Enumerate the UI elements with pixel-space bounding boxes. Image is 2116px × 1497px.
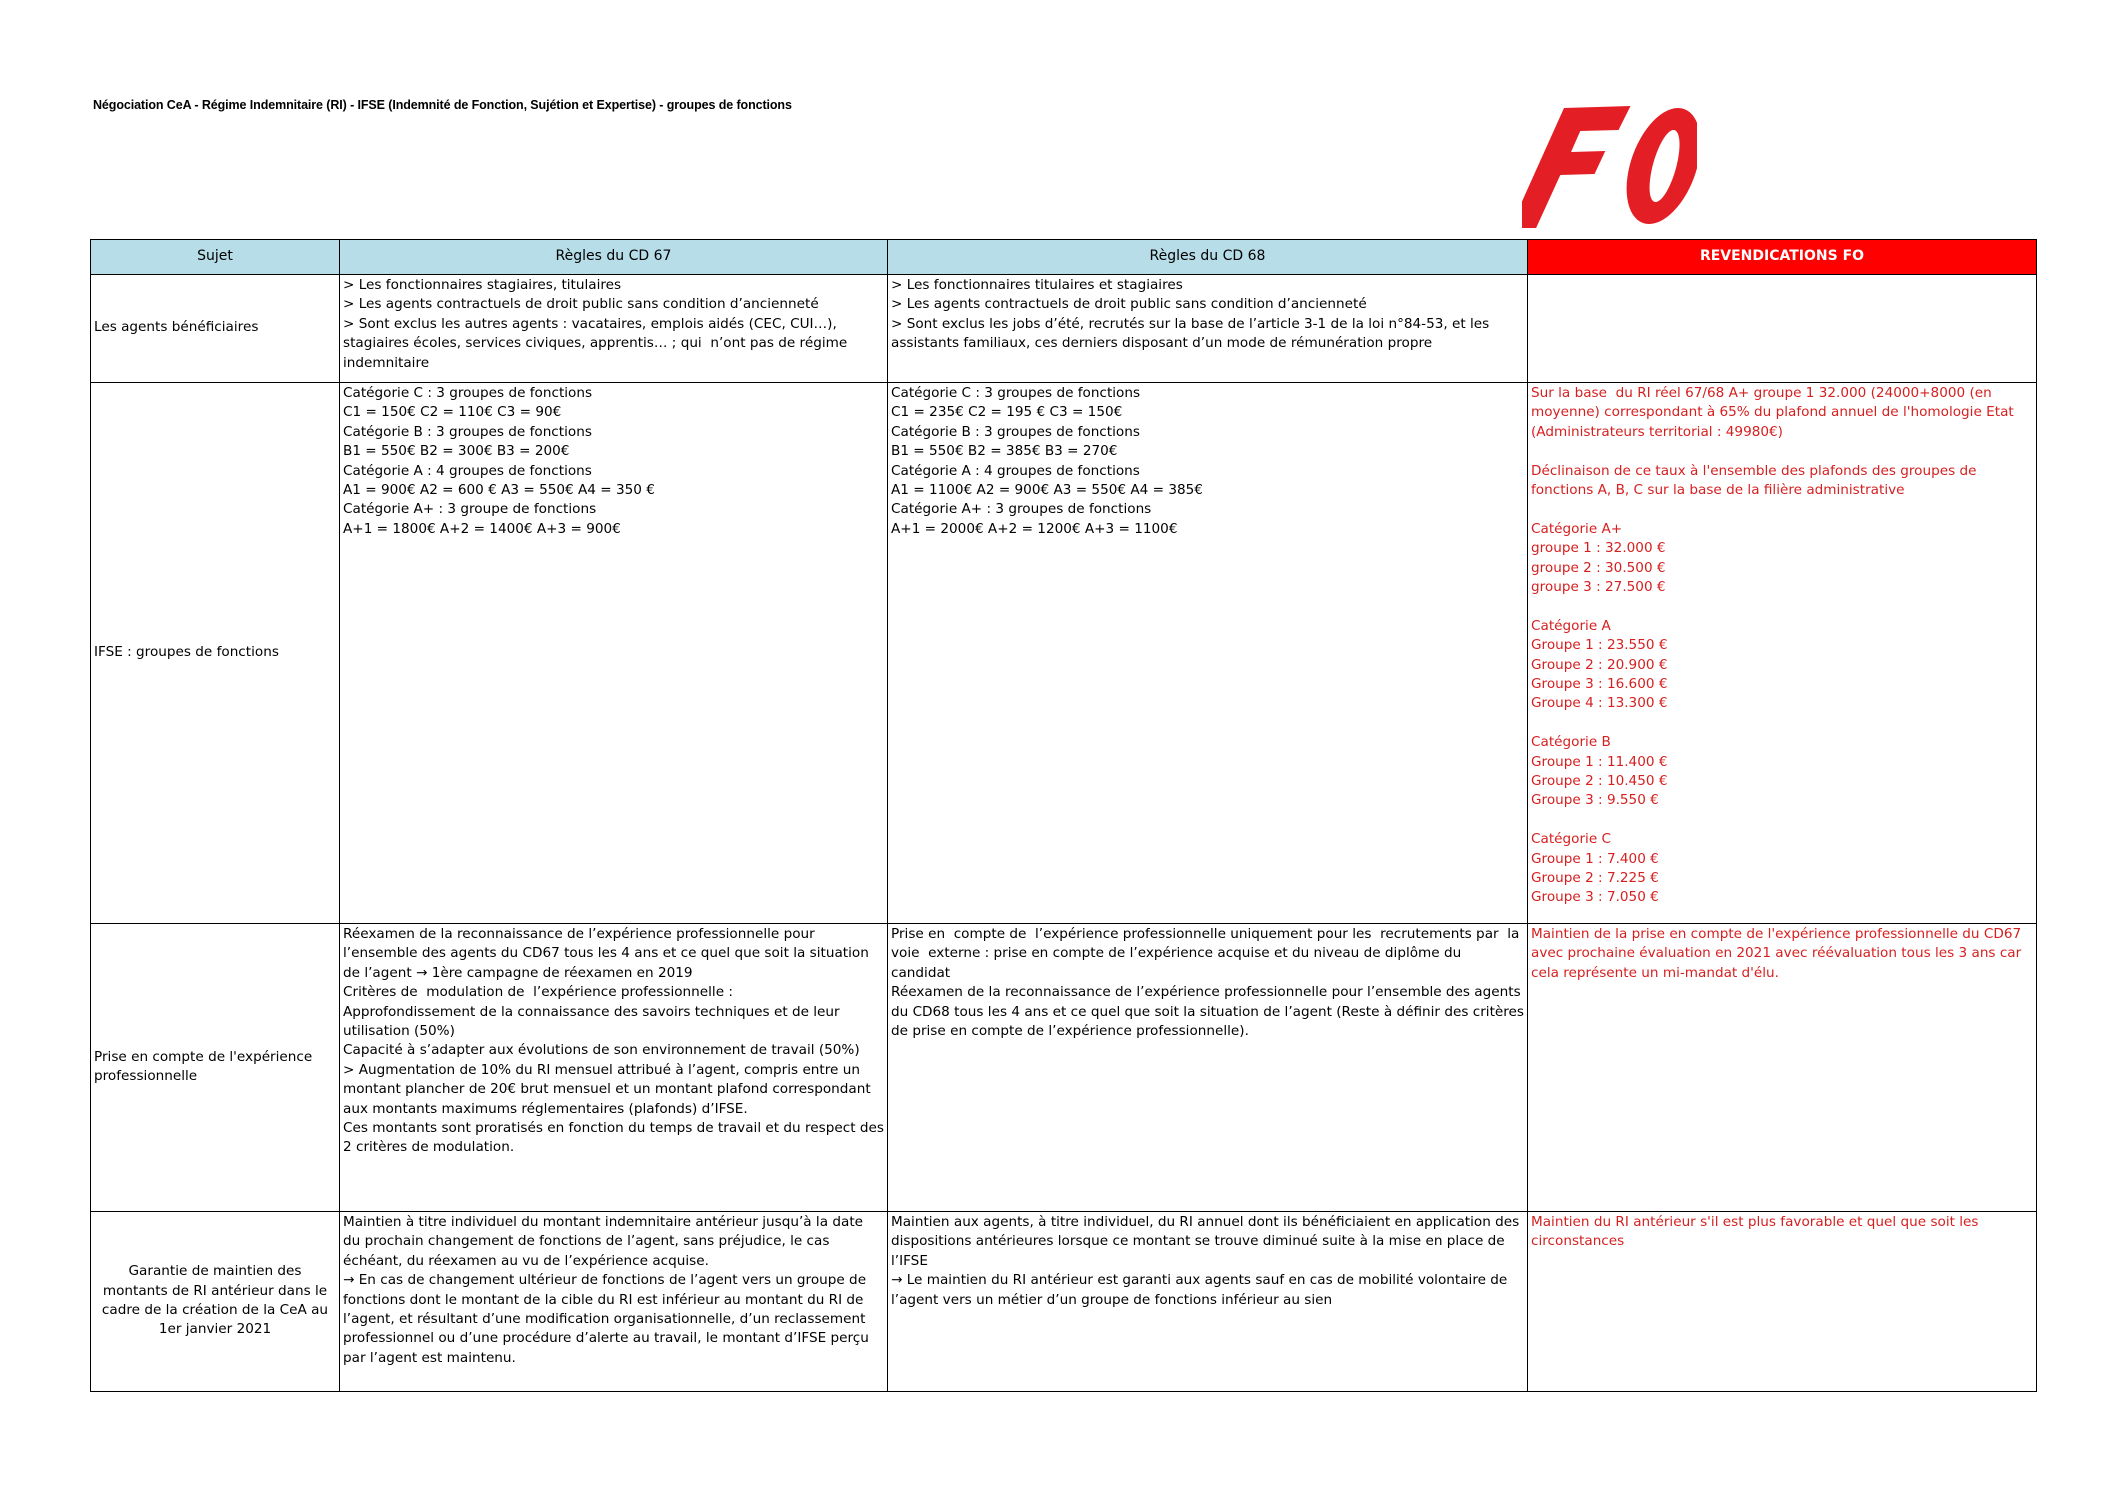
blank-line — [1531, 597, 2033, 616]
cell-line: Prise en compte de l’expérience professionnelle uniquement pour les recrutements par la voie externe : prise en compte de l’expérience acquise et du niveau de diplôme du candidat — [891, 926, 1524, 981]
cell-line: Maintien à titre individuel du montant indemnitaire antérieur jusqu’à la date du prochain changement de fonctions de l’agent, sans préjudice, le cas échéant, du réexamen au vu de l’expérience acquise. — [343, 1214, 868, 1269]
document-title: Négociation CeA - Régime Indemnitaire (RI) - IFSE (Indemnité de Fonction, Sujétion et Expertise) - groupes de fonctions — [93, 98, 792, 112]
cell-line: Catégorie A — [1531, 617, 1611, 634]
cell-fo — [1528, 1212, 2037, 1392]
cell-line: Maintien aux agents, à titre individuel, du RI annuel dont ils bénéficiaient en application des dispositions antérieures lorsque ce montant se trouve diminué suite à la mise en place de l’IFSE — [891, 1214, 1524, 1269]
cell-line: groupe 1 : 32.000 € — [1531, 540, 1666, 557]
header-cd67: Règles du CD 67 — [340, 240, 888, 275]
negotiation-table — [90, 239, 2037, 1392]
cell-line: Groupe 4 : 13.300 € — [1531, 695, 1668, 712]
cell-cd68 — [888, 924, 1528, 1212]
table-row — [91, 924, 2037, 1212]
cell-line: C1 = 235€ C2 = 195 € C3 = 150€ — [891, 404, 1123, 421]
cell-line: B1 = 550€ B2 = 385€ B3 = 270€ — [891, 443, 1118, 460]
header-cd68: Règles du CD 68 — [888, 240, 1528, 275]
table-row — [91, 383, 2037, 924]
cell-line: Catégorie C : 3 groupes de fonctions — [891, 385, 1141, 401]
cell-line: Catégorie B : 3 groupes de fonctions — [891, 423, 1140, 440]
cell-line: Catégorie C : 3 groupes de fonctions — [343, 385, 593, 401]
table-row — [91, 275, 2037, 383]
cell-line: Groupe 1 : 23.550 € — [1531, 637, 1668, 654]
cell-line: > Les agents contractuels de droit public sans condition d’ancienneté — [343, 296, 819, 313]
cell-line: Catégorie A+ : 3 groupes de fonctions — [891, 501, 1152, 518]
row-subject: Prise en compte de l'expérience professionnelle — [91, 924, 340, 1212]
cell-cd67 — [340, 383, 888, 924]
cell-line: Catégorie C — [1531, 831, 1612, 848]
header-fo-demands: REVENDICATIONS FO — [1528, 240, 2037, 275]
blank-line — [1531, 500, 2033, 519]
cell-line: Groupe 2 : 10.450 € — [1531, 773, 1668, 790]
cell-cd68 — [888, 1212, 1528, 1392]
cell-line: A1 = 900€ A2 = 600 € A3 = 550€ A4 = 350 € — [343, 482, 655, 499]
cell-fo — [1528, 383, 2037, 924]
fo-logo — [1522, 100, 1697, 232]
cell-line: Déclinaison de ce taux à l'ensemble des plafonds des groupes de fonctions A, B, C sur la base de la filière administrative — [1531, 462, 1981, 499]
row-subject: Les agents bénéficiaires — [91, 275, 340, 383]
cell-cd68 — [888, 275, 1528, 383]
cell-line: Catégorie A : 4 groupes de fonctions — [343, 462, 592, 479]
table-row — [91, 1212, 2037, 1392]
cell-line: Approfondissement de la connaissance des savoirs techniques et de leur utilisation (50%) — [343, 1003, 844, 1040]
cell-line: Catégorie A+ — [1531, 520, 1623, 537]
cell-line: Ces montants sont proratisés en fonction du temps de travail et du respect des 2 critères de modulation. — [343, 1120, 889, 1156]
cell-line: Sur la base du RI réel 67/68 A+ groupe 1 32.000 (24000+8000 (en moyenne) correspondant à 65% du plafond annuel de l'homologie Etat (Administrateurs territorial : 49980€) — [1531, 385, 2019, 440]
header-row — [91, 240, 2037, 275]
cell-line: Maintien du RI antérieur s'il est plus favorable et quel que soit les circonstances — [1531, 1214, 1983, 1250]
cell-fo — [1528, 275, 2037, 383]
cell-line: Groupe 1 : 11.400 € — [1531, 753, 1668, 770]
blank-line — [1531, 714, 2033, 733]
cell-line: Critères de modulation de l’expérience professionnelle : — [343, 984, 733, 1001]
cell-cd67 — [340, 924, 888, 1212]
cell-line: C1 = 150€ C2 = 110€ C3 = 90€ — [343, 404, 562, 421]
cell-line: Groupe 2 : 20.900 € — [1531, 656, 1668, 673]
cell-line: Réexamen de la reconnaissance de l’expérience professionnelle pour l’ensemble des agents du CD68 tous les 4 ans et ce quel que soit la situation de l’agent (Reste à définir des critères de prise en compte de l’expérience professionnelle). — [891, 984, 1529, 1040]
cell-cd67 — [340, 1212, 888, 1392]
cell-line: Catégorie B : 3 groupes de fonctions — [343, 423, 592, 440]
cell-line: Catégorie A : 4 groupes de fonctions — [891, 462, 1140, 479]
cell-line: Catégorie A+ : 3 groupe de fonctions — [343, 501, 597, 518]
cell-line: → Le maintien du RI antérieur est garanti aux agents sauf en cas de mobilité volontaire de l’agent vers un métier d’un groupe de fonctions inférieur au sien — [891, 1272, 1512, 1308]
cell-line: A+1 = 1800€ A+2 = 1400€ A+3 = 900€ — [343, 520, 621, 537]
cell-line: → En cas de changement ultérieur de fonctions de l’agent vers un groupe de fonctions dont le montant de la cible du RI est inférieur au montant du RI de l’agent, et résultant d’une modification organisationnelle, d’un reclassement professionnel ou d’une procédure d’alerte au travail, le montant d’IFSE perçu par l’agent est maintenu. — [343, 1272, 874, 1366]
cell-cd68 — [888, 383, 1528, 924]
row-subject: IFSE : groupes de fonctions — [91, 383, 340, 924]
cell-line: Maintien de la prise en compte de l'expérience professionnelle du CD67 avec prochaine évaluation en 2021 avec réévaluation tous les 3 ans car cela représente un mi-mandat d'élu. — [1531, 926, 2026, 981]
cell-line: > Les agents contractuels de droit public sans condition d’ancienneté — [891, 296, 1367, 313]
cell-line: Groupe 3 : 7.050 € — [1531, 889, 1659, 906]
cell-fo — [1528, 924, 2037, 1212]
header-subject: Sujet — [91, 240, 340, 275]
cell-line: Groupe 3 : 16.600 € — [1531, 676, 1668, 693]
cell-line: A1 = 1100€ A2 = 900€ A3 = 550€ A4 = 385€ — [891, 482, 1203, 499]
cell-line: groupe 2 : 30.500 € — [1531, 559, 1666, 576]
cell-line: B1 = 550€ B2 = 300€ B3 = 200€ — [343, 443, 570, 460]
cell-line: Groupe 1 : 7.400 € — [1531, 850, 1659, 867]
row-subject: Garantie de maintien des montants de RI antérieur dans le cadre de la création de la CeA au 1er janvier 2021 — [91, 1212, 340, 1392]
cell-line: > Les fonctionnaires titulaires et stagiaires — [891, 277, 1183, 293]
cell-line: groupe 3 : 27.500 € — [1531, 579, 1666, 596]
cell-line: Groupe 3 : 9.550 € — [1531, 792, 1659, 809]
cell-line: > Les fonctionnaires stagiaires, titulaires — [343, 277, 622, 293]
blank-line — [1531, 811, 2033, 830]
cell-line: Réexamen de la reconnaissance de l’expérience professionnelle pour l’ensemble des agents du CD67 tous les 4 ans et ce quel que soit la situation de l’agent → 1ère campagne de réexamen en 2019 — [343, 926, 874, 981]
cell-line: Catégorie B — [1531, 734, 1611, 751]
cell-line: > Augmentation de 10% du RI mensuel attribué à l’agent, compris entre un montant plancher de 20€ brut mensuel et un montant plafond correspondant aux montants maximums réglementaires (plafonds) d’IFSE. — [343, 1061, 876, 1117]
cell-line: > Sont exclus les autres agents : vacataires, emplois aidés (CEC, CUI…), stagiaires écoles, services civiques, apprentis… ; qui n’ont pas de régime indemnitaire — [343, 315, 852, 371]
cell-cd67 — [340, 275, 888, 383]
blank-line — [1531, 442, 2033, 461]
cell-line: Groupe 2 : 7.225 € — [1531, 870, 1659, 887]
cell-line: A+1 = 2000€ A+2 = 1200€ A+3 = 1100€ — [891, 520, 1178, 537]
cell-line: > Sont exclus les jobs d’été, recrutés sur la base de l’article 3-1 de la loi n°84-53, et les assistants familiaux, ces derniers disposant d’un mode de rémunération propre — [891, 315, 1494, 352]
cell-line: Capacité à s’adapter aux évolutions de son environnement de travail (50%) — [343, 1042, 860, 1059]
